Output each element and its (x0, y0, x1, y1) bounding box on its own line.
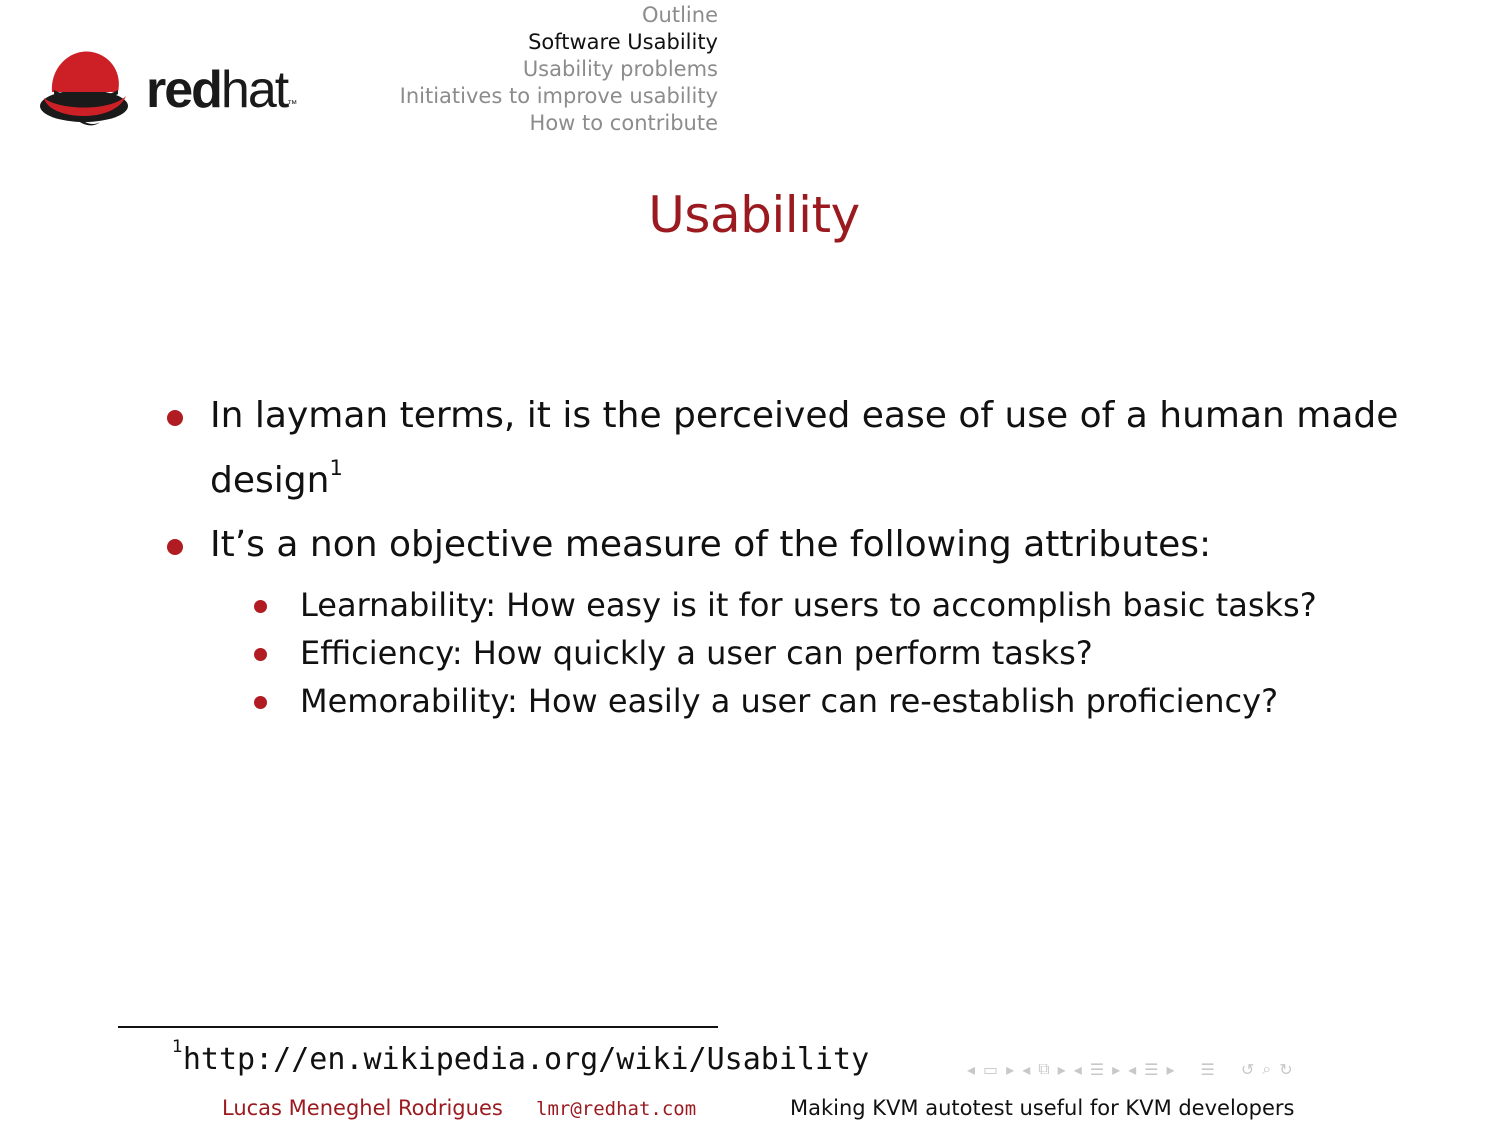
undo-icon[interactable]: ↺ (1240, 1059, 1255, 1079)
arrow-right-icon[interactable]: ▸ (1006, 1059, 1015, 1079)
arrow-left-icon[interactable]: ◂ (1022, 1059, 1031, 1079)
shadowman-hat-icon (38, 46, 134, 130)
footnote-mark: 1 (329, 456, 343, 480)
footer-email[interactable]: lmr@redhat.com (536, 1098, 697, 1120)
bullet-dot (254, 696, 267, 709)
slides-icon[interactable]: ☰ (1144, 1059, 1159, 1079)
footer-presentation-title: Making KVM autotest useful for KVM developers (790, 1096, 1295, 1120)
bullet-dot (254, 648, 267, 661)
arrow-left-icon[interactable]: ◂ (1128, 1059, 1137, 1079)
nav-item-usability-problems[interactable]: Usability problems (522, 57, 718, 81)
sub-bullet-text: Efficiency: How quickly a user can perform tasks? (300, 634, 1093, 672)
nav-item-how-to-contribute[interactable]: How to contribute (529, 111, 718, 135)
slide-title: Usability (648, 186, 860, 244)
section-icon[interactable]: ☰ (1089, 1059, 1105, 1079)
bullet-item (160, 388, 1460, 509)
redo-icon[interactable]: ↻ (1279, 1059, 1293, 1079)
arrow-left-icon[interactable]: ◂ (1073, 1059, 1082, 1079)
bullet-dot (254, 600, 267, 613)
beamer-nav-controls (964, 1054, 1296, 1084)
sub-bullet-list (250, 581, 1460, 725)
logo-tm: ™ (287, 99, 296, 110)
nav-item-software-usability[interactable]: Software Usability (528, 30, 718, 54)
logo-text-bold: red (146, 61, 221, 119)
logo-text-light: hat (220, 61, 288, 119)
nav-item-initiatives[interactable]: Initiatives to improve usability (399, 84, 718, 108)
logo-wordmark (146, 61, 296, 119)
arrow-right-icon[interactable]: ▸ (1166, 1059, 1175, 1079)
footnote-number: 1 (172, 1037, 183, 1057)
subsection-icon[interactable]: ⧉ (1038, 1059, 1050, 1078)
bullet-item (160, 517, 1460, 573)
align-icon[interactable]: ☰ (1200, 1059, 1215, 1079)
arrow-right-icon[interactable]: ▸ (1112, 1059, 1121, 1079)
section-navigation (400, 2, 718, 137)
sub-bullet-item (250, 629, 1460, 677)
sub-bullet-text: Memorability: How easily a user can re-establish proficiency? (300, 682, 1279, 720)
arrow-left-icon[interactable]: ◂ (967, 1059, 976, 1079)
arrow-right-icon[interactable]: ▸ (1057, 1059, 1066, 1079)
sub-bullet-item (250, 677, 1460, 725)
footnote (172, 1037, 870, 1077)
sub-bullet-item (250, 581, 1460, 629)
slide-content (160, 388, 1460, 725)
frame-icon[interactable]: ▭ (983, 1059, 999, 1079)
footnote-url[interactable]: http://en.wikipedia.org/wiki/Usability (182, 1042, 870, 1077)
redhat-logo (38, 46, 338, 132)
bullet-text: In layman terms, it is the perceived ease of use of a human made design (210, 395, 1399, 501)
nav-item-outline[interactable]: Outline (642, 3, 718, 27)
sub-bullet-text: Learnability: How easy is it for users to accomplish basic tasks? (300, 586, 1317, 624)
bullet-dot (167, 539, 183, 555)
search-icon[interactable]: ⌕ (1262, 1059, 1272, 1078)
footnote-rule (118, 1026, 718, 1028)
footer-author: Lucas Meneghel Rodrigues (222, 1096, 503, 1120)
bullet-dot (167, 410, 183, 426)
bullet-text: It’s a non objective measure of the following attributes: (210, 524, 1212, 565)
